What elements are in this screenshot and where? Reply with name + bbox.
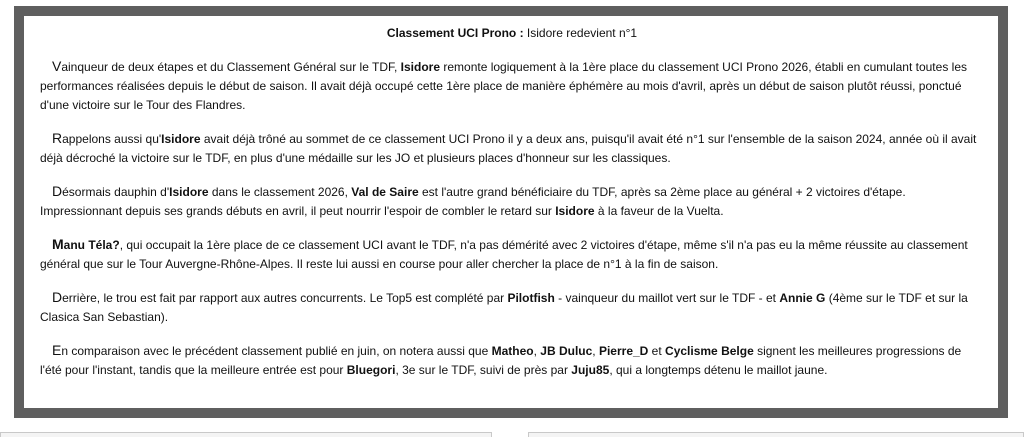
text-run: à la faveur de la Vuelta. xyxy=(594,204,724,218)
title-sub: Isidore redevient n°1 xyxy=(523,26,638,40)
paragraph-1 xyxy=(40,57,984,115)
title-main: Classement UCI Prono : xyxy=(386,26,524,40)
paragraph-5 xyxy=(40,288,984,327)
bold-name: Cyclisme Belge xyxy=(665,344,754,358)
text-run: et xyxy=(648,344,666,358)
paragraph-3 xyxy=(40,182,984,221)
text-run: dans le classement 2026, xyxy=(208,185,352,199)
bold-name: Bluegori xyxy=(346,363,396,377)
bold-name: Isidore xyxy=(555,204,595,218)
text-run: avait déjà trôné au sommet de ce classement UCI Prono il y a deux ans, puisqu'il avait été n°1 sur l'ensemble de la saison 2024, année où il avait déjà décroché la victoire sur le TDF, en plus d'une médaille sur les JO et plusieurs places d'honneur sur les classiques. xyxy=(40,132,977,165)
article-panel xyxy=(24,16,998,408)
paragraph-2 xyxy=(40,129,984,168)
lower-panel-right-edge xyxy=(528,432,1024,437)
bold-name: Pierre_D xyxy=(598,344,649,358)
text-run: , xyxy=(533,344,541,358)
text-run: En comparaison avec le précédent classement publié en juin, on notera aussi que xyxy=(52,342,492,358)
text-run: , 3e sur le TDF, suivi de près par xyxy=(395,363,572,377)
text-run: est l'autre grand bénéficiaire du TDF, après sa 2ème place au général + 2 victoires d'étape. Impressionnant depuis ses grands débuts en avril, il peut nourrir l'espoir de combler le retard sur xyxy=(40,185,906,218)
article-body xyxy=(40,57,984,380)
article-title xyxy=(40,26,984,40)
bold-name: Val de Saire xyxy=(351,185,419,199)
paragraph-6 xyxy=(40,341,984,380)
text-run: Rappelons aussi qu' xyxy=(52,130,162,146)
text-run: Désormais dauphin d' xyxy=(52,183,170,199)
bold-name: Isidore xyxy=(169,185,209,199)
article-frame xyxy=(14,6,1008,418)
bold-name: Matheo xyxy=(491,344,534,358)
text-run: remonte logiquement à la 1ère place du classement UCI Prono 2026, établi en cumulant toutes les performances réalisées depuis le début de saison. Il avait déjà occupé cette 1ère place de manière éphémère au mois d'avril, après un début de saison plutôt réussi, ponctué d'une victoire sur le Tour des Flandres. xyxy=(40,60,967,112)
text-run: - vainqueur du maillot vert sur le TDF - et xyxy=(554,291,780,305)
bold-name: Juju85 xyxy=(571,363,610,377)
text-run: signent les meilleures progressions de l'été pour l'instant, tandis que la meilleure entrée est pour xyxy=(40,344,962,377)
bold-name: Annie G xyxy=(779,291,826,305)
text-run: Derrière, le trou est fait par rapport aux autres concurrents. Le Top5 est complété par xyxy=(52,289,508,305)
bold-name: Manu Téla? xyxy=(52,236,120,252)
bold-name: Isidore xyxy=(400,60,441,74)
bold-name: Pilotfish xyxy=(507,291,555,305)
text-run: , xyxy=(592,344,599,358)
text-run: , qui a longtemps détenu le maillot jaune. xyxy=(609,363,828,377)
text-run: (4ème sur le TDF et sur la Clasica San Sebastian). xyxy=(40,291,968,324)
text-run: , qui occupait la 1ère place de ce classement UCI avant le TDF, n'a pas démérité avec 2 victoires d'étape, même s'il n'a pas eu la même réussite au classement général que sur le Tour Auvergne-Rhône-Alpes. Il reste lui aussi en course pour aller chercher la place de n°1 à la fin de saison. xyxy=(40,238,968,271)
lower-panel-left-edge xyxy=(0,432,492,437)
paragraph-4 xyxy=(40,235,984,274)
text-run: Vainqueur de deux étapes et du Classement Général sur le TDF, xyxy=(52,58,401,74)
bold-name: JB Duluc xyxy=(540,344,593,358)
bold-name: Isidore xyxy=(161,132,201,146)
